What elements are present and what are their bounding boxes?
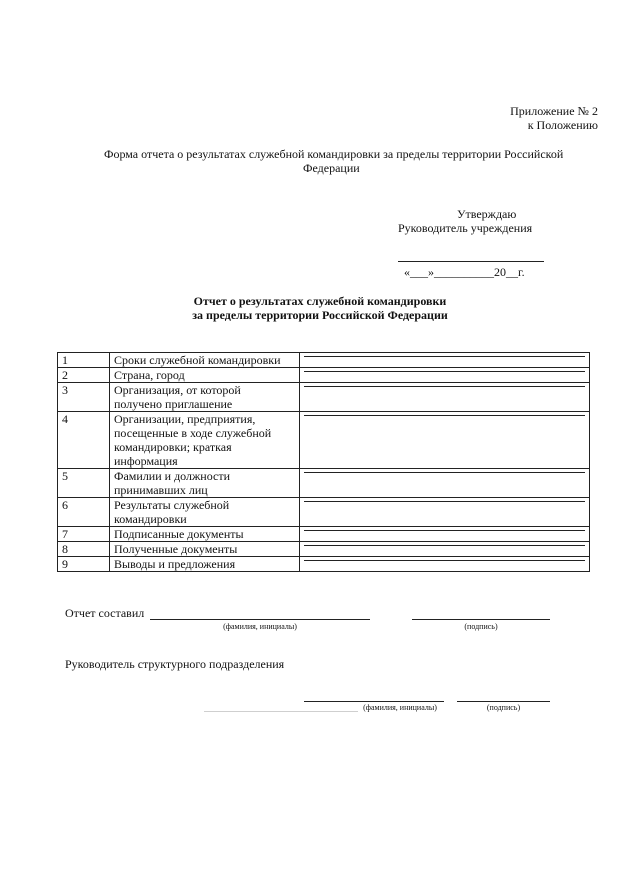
unit-head-name-line[interactable]: [304, 701, 444, 702]
approval-signature-line: [398, 261, 544, 262]
row-value-cell[interactable]: [300, 469, 590, 498]
table-row: [58, 542, 590, 557]
table-row: [58, 412, 590, 469]
row-label-line: Полученные документы: [114, 542, 238, 556]
row-label-line: Страна, город: [114, 368, 185, 382]
row-label: [110, 498, 300, 527]
row-label-line: Организация, от которой: [114, 383, 241, 397]
name-caption: (фамилия, инициалы): [223, 622, 297, 631]
report-table: [57, 352, 590, 572]
row-label: [110, 557, 300, 572]
row-label-line: Подписанные документы: [114, 527, 244, 541]
row-inner-rule: [304, 527, 585, 531]
signature-caption-2: (подпись): [486, 703, 521, 712]
unit-head-signature-line[interactable]: [457, 701, 550, 702]
table-row: [58, 353, 590, 368]
table-row: [58, 469, 590, 498]
row-number: 6: [58, 498, 110, 527]
report-title-line1: Отчет о результатах служебной командировки: [193, 294, 447, 308]
row-inner-rule: [304, 542, 585, 546]
row-inner-rule: [304, 383, 585, 387]
row-value-cell[interactable]: [300, 557, 590, 572]
row-label-line: Организации, предприятия,: [114, 412, 256, 426]
row-value-cell[interactable]: [300, 542, 590, 557]
row-label-line: командировки; краткая: [114, 440, 232, 454]
row-label: [110, 368, 300, 383]
row-label: [110, 353, 300, 368]
row-value-cell[interactable]: [300, 498, 590, 527]
row-number: 3: [58, 383, 110, 412]
row-number: 4: [58, 412, 110, 469]
row-label: [110, 412, 300, 469]
row-label-line: Результаты служебной: [114, 498, 230, 512]
row-inner-rule: [304, 353, 585, 357]
name-caption-2: (фамилия, инициалы): [363, 703, 437, 712]
row-label-line: Фамилии и должности: [114, 469, 231, 483]
row-label-line: Выводы и предложения: [114, 557, 236, 571]
row-inner-rule: [304, 368, 585, 372]
row-number: 5: [58, 469, 110, 498]
row-value-cell[interactable]: [300, 527, 590, 542]
row-number: 2: [58, 368, 110, 383]
row-number: 7: [58, 527, 110, 542]
table-row: [58, 368, 590, 383]
row-number: 9: [58, 557, 110, 572]
compiled-by-name-line[interactable]: [150, 619, 370, 620]
approve-label: Утверждаю: [457, 207, 517, 221]
row-value-cell[interactable]: [300, 353, 590, 368]
row-number: 8: [58, 542, 110, 557]
compiled-by-label: Отчет составил: [65, 606, 145, 620]
row-number: 1: [58, 353, 110, 368]
row-inner-rule: [304, 557, 585, 561]
head-of-institution: Руководитель учреждения: [398, 221, 533, 235]
unit-head-label: Руководитель структурного подразделения: [65, 657, 285, 671]
approval-date: «___»__________20__г.: [404, 265, 525, 279]
faint-line: [204, 711, 358, 712]
form-title-line1: Форма отчета о результатах служебной командировки за пределы территории Российской: [104, 147, 564, 161]
row-label-line: посещенные в ходе служебной: [114, 426, 272, 440]
appendix-number: Приложение № 2: [510, 104, 598, 118]
table-row: [58, 383, 590, 412]
report-title-line2: за пределы территории Российской Федерации: [192, 308, 448, 322]
row-inner-rule: [304, 469, 585, 473]
form-title-line2: Федерации: [303, 161, 360, 175]
row-label-line: принимавших лиц: [114, 483, 208, 497]
row-label: [110, 527, 300, 542]
row-value-cell[interactable]: [300, 383, 590, 412]
row-label: [110, 469, 300, 498]
row-value-cell[interactable]: [300, 412, 590, 469]
row-label-line: Сроки служебной командировки: [114, 353, 281, 367]
row-label-line: информация: [114, 454, 178, 468]
row-value-cell[interactable]: [300, 368, 590, 383]
row-inner-rule: [304, 498, 585, 502]
row-label: [110, 542, 300, 557]
row-label: [110, 383, 300, 412]
compiled-by-signature-line[interactable]: [412, 619, 550, 620]
table-row: [58, 557, 590, 572]
appendix-reference: к Положению: [527, 118, 598, 132]
row-label-line: получено приглашение: [114, 397, 233, 411]
table-row: [58, 527, 590, 542]
signature-caption: (подпись): [464, 622, 498, 631]
row-label-line: командировки: [114, 512, 187, 526]
table-row: [58, 498, 590, 527]
row-inner-rule: [304, 412, 585, 416]
